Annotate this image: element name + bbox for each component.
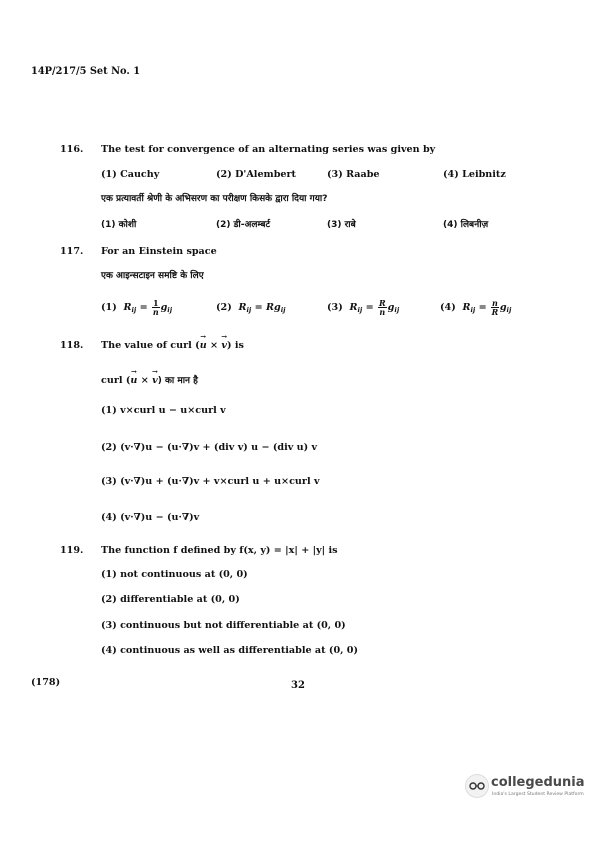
q118-option-4: (4) (v·∇)u − (u·∇)v: [101, 512, 200, 523]
q116-hindi-option-1: (1) कोशी: [101, 220, 137, 230]
q116-number: 116.: [60, 144, 84, 155]
q117-number: 117.: [60, 246, 84, 257]
q117-option-4: (4) $R_{ij}$ = $\frac{n}{R}$ $g_{ij}$: [440, 298, 512, 317]
q116-option-1: (1) Cauchy: [101, 169, 160, 180]
collegedunia-logo-name: collegedunia: [491, 775, 585, 790]
q116-hindi-text: एक प्रत्यावर्ती श्रेणी के अभिसरण का परीक्षण किसके द्वारा दिया गया?: [101, 194, 328, 204]
q116-option-3: (3) Raabe: [327, 169, 380, 180]
footer-code: (178): [31, 677, 61, 688]
q119-option-1: (1) not continuous at (0, 0): [101, 569, 248, 580]
q118-number: 118.: [60, 340, 84, 351]
q119-option-3: (3) continuous but not differentiable at (0, 0): [101, 620, 346, 631]
q118-option-1: (1) v×curl u − u×curl v: [101, 405, 226, 416]
q119-option-2: (2) differentiable at (0, 0): [101, 594, 240, 605]
q118-text: The value of curl (→ u × → v) is: [101, 340, 244, 351]
q117-option-3: (3) $R_{ij}$ = $\frac{R}{n}$ $g_{ij}$: [327, 298, 400, 317]
q116-hindi-option-4: (4) लिबनीज़: [443, 220, 489, 230]
q116-text: The test for convergence of an alternating series was given by: [101, 144, 436, 155]
q118-option-3: (3) (v·∇)u + (u·∇)v + v×curl u + u×curl v: [101, 476, 320, 487]
glasses-icon: [469, 781, 485, 791]
collegedunia-logo-icon: [465, 774, 489, 798]
page-number: 32: [291, 680, 305, 691]
q116-hindi-option-2: (2) डी-अलम्बर्ट: [216, 220, 271, 230]
q117-hindi-text: एक आइन्सटाइन समष्टि के लिए: [101, 271, 204, 281]
q116-hindi-option-3: (3) राबे: [327, 220, 356, 230]
q119-text: The function f defined by f(x, y) = |x| + |y| is: [101, 545, 338, 556]
q118-hindi-text: curl (→ u × → v) का मान है: [101, 373, 198, 386]
q119-number: 119.: [60, 545, 84, 556]
q117-option-1: (1) $R_{ij}$ = $\frac{1}{n}$ $g_{ij}$: [101, 298, 173, 317]
q118-option-2: (2) (v·∇)u − (u·∇)v + (div v) u − (div u) v: [101, 442, 318, 453]
q116-option-4: (4) Leibnitz: [443, 169, 506, 180]
q117-option-2: (2) $R_{ij} = Rg_{ij}$: [216, 302, 286, 314]
collegedunia-logo-tagline: India's Largest Student Review Platform: [492, 792, 584, 797]
q116-option-2: (2) D'Alembert: [216, 169, 296, 180]
header-code: 14P/217/5 Set No. 1: [31, 66, 141, 77]
q117-text: For an Einstein space: [101, 246, 217, 257]
q119-option-4: (4) continuous as well as differentiable at (0, 0): [101, 645, 359, 656]
